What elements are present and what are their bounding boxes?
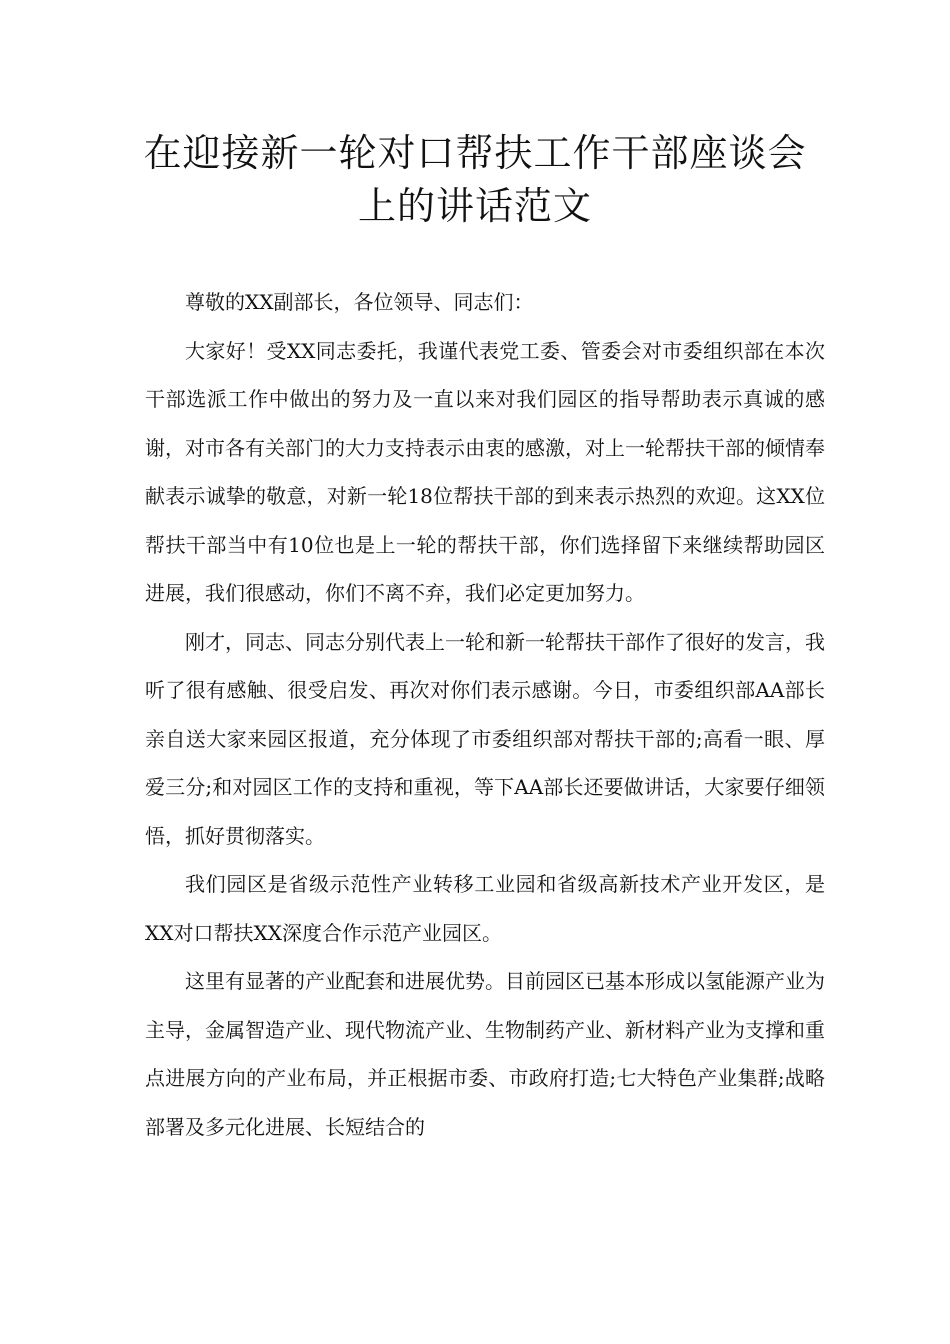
body-paragraph: 我们园区是省级示范性产业转移工业园和省级高新技术产业开发区，是XX对口帮扶XX深度合作示范产业园区。	[145, 872, 825, 945]
body-paragraph: 刚才，同志、同志分别代表上一轮和新一轮帮扶干部作了很好的发言，我听了很有感触、很受启发、再次对你们表示感谢。今日，市委组织部AA部长亲自送大家来园区报道，充分体现了市委组织部对帮扶干部的;高看一眼、厚爱三分;和对园区工作的支持和重视，等下AA部长还要做讲话，大家要仔细领悟，抓好贯彻落实。	[145, 629, 825, 848]
document-body	[145, 278, 825, 1151]
document-title-line-2: 上的讲话范文	[357, 184, 592, 228]
body-paragraph: 大家好！受XX同志委托，我谨代表党工委、管委会对市委组织部在本次干部选派工作中做出的努力及一直以来对我们园区的指导帮助表示真诚的感谢，对市各有关部门的大力支持表示由衷的感激，对上一轮帮扶干部的倾情奉献表示诚挚的敬意，对新一轮18位帮扶干部的到来表示热烈的欢迎。这XX位帮扶干部当中有10位也是上一轮的帮扶干部，你们选择留下来继续帮助园区进展，我们很感动，你们不离不弃，我们必定更加努力。	[145, 338, 825, 605]
salutation-paragraph: 尊敬的XX副部长，各位领导、同志们：	[185, 290, 534, 314]
body-paragraph: 这里有显著的产业配套和进展优势。目前园区已基本形成以氢能源产业为主导，金属智造产业、现代物流产业、生物制药产业、新材料产业为支撑和重点进展方向的产业布局，并正根据市委、市政府打造;七大特色产业集群;战略部署及多元化进展、长短结合的	[145, 969, 825, 1139]
document-title-line-1: 在迎接新一轮对口帮扶工作干部座谈会	[143, 131, 807, 175]
